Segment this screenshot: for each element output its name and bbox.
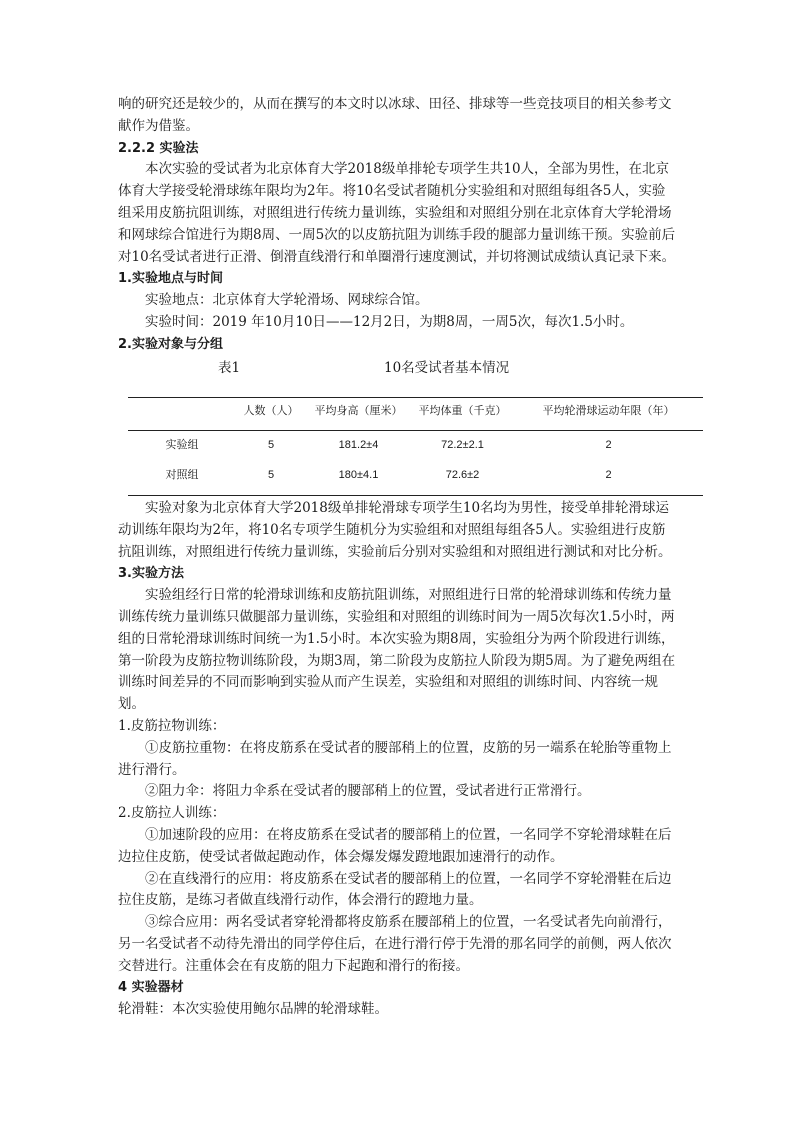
table-caption [118, 358, 678, 380]
list-item: ①皮筋拉重物：在将皮筋系在受试者的腰部稍上的位置，皮筋的另一端系在轮胎等重物上进行滑行。 [118, 739, 672, 778]
list-heading-pull-object: 1.皮筋拉物训练： [118, 717, 226, 734]
table-cell: 181.2±4 [338, 439, 379, 452]
paragraph-equipment: 轮滑鞋：本次实验使用鲍尔品牌的轮滑球鞋。 [118, 1001, 388, 1018]
heading-location-time: 1.实验地点与时间 [118, 271, 223, 287]
table-header-cell: 人数（人） [236, 397, 306, 431]
table-cell: 72.6±2 [411, 461, 514, 495]
paragraph-intro: 响的研究还是较少的，从而在撰写的本文时以冰球、田径、排球等一些竞技项目的相关参考文献作为借鉴。 [118, 96, 672, 134]
table-header-cell: 平均体重（千克） [411, 397, 514, 431]
list-item: ②在直线滑行的应用：将皮筋系在受试者的腰部稍上的位置，一名同学不穿轮滑鞋在后边拉住皮筋，是练习者做直线滑行动作，体会滑行的蹬地力量。 [118, 870, 672, 909]
heading-equipment: 4 实验器材 [118, 980, 184, 996]
heading-subjects: 2.实验对象与分组 [118, 336, 223, 352]
paragraph-location: 实验地点：北京体育大学轮滑场、网球综合馆。 [145, 292, 429, 309]
paragraph-methods: 实验组经行日常的轮滑球训练和皮筋抗阻训练，对照组进行日常的轮滑球训练和传统力量训练传统力量训练只做腿部力量训练，实验组和对照组的训练时间为一周5次每次1.5小时，两组的日常轮滑球训练时间统一为1.5小时。本次实验为期8周，实验组分为两个阶段进行训练，第一阶段为皮筋拉物训练阶段，为期3周，第二阶段为皮筋拉人阶段为期5周。为了避免两组在训练时间差异的不同而影响到实验从而产生误差，实验组和对照组的训练时间、内容统一规划。 [118, 587, 676, 713]
paragraph-time: 实验时间：2019 年10月10日——12月2日，为期8周，一周5次，每次1.5小时。 [145, 313, 634, 330]
table-cell: 对照组 [128, 461, 236, 495]
table-header-cell: 平均身高（厘米） [306, 397, 411, 431]
table-cell: 180±4.1 [306, 461, 411, 495]
table-cell: 72.2±2.1 [441, 439, 484, 452]
table-header-cell [128, 397, 236, 431]
table-caption-number: 表1 [218, 359, 241, 376]
table-header-row [128, 397, 703, 431]
list-item: ①加速阶段的应用：在将皮筋系在受试者的腰部稍上的位置，一名同学不穿轮滑球鞋在后边拉住皮筋，使受试者做起跑动作，体会爆发爆发蹬地跟加速滑行的动作。 [118, 826, 672, 865]
table-caption-title: 10名受试者基本情况 [384, 359, 510, 376]
list-heading-pull-person: 2.皮筋拉人训练： [118, 805, 226, 822]
table-row [128, 431, 703, 461]
table-cell: 实验组 [165, 439, 199, 452]
subjects-table [128, 397, 703, 496]
paragraph-experiment: 本次实验的受试者为北京体育大学2018级单排轮专项学生共10人，全部为男性，在北京体育大学接受轮滑球练年限均为2年。将10名受试者随机分实验组和对照组每组各5人，实验组采用皮筋抗阻训练，对照组进行传统力量训练，实验组和对照组分别在北京体育大学轮滑场和网球综合馆进行为期8周、一周5次的以皮筋抗阻为训练手段的腿部力量训练干预。实验前后对10名受试者进行正滑、倒滑直线滑行和单圈滑行速度测试，并切将测试成绩认真记录下来。 [118, 161, 676, 265]
table-cell: 2 [514, 461, 703, 495]
table-cell: 2 [605, 439, 612, 452]
table-row [128, 461, 703, 495]
heading-methods: 3.实验方法 [118, 566, 184, 582]
table-cell: 5 [236, 461, 306, 495]
table-cell: 5 [267, 439, 275, 452]
paragraph-subjects: 实验对象为北京体育大学2018级单排轮滑球专项学生10名均为男性，接受单排轮滑球运动训练年限均为2年，将10名专项学生随机分为实验组和对照组每组各5人。实验组进行皮筋抗阻训练，对照组进行传统力量训练，实验前后分别对实验组和对照组进行测试和对比分析。 [118, 499, 672, 560]
list-item: ③综合应用：两名受试者穿轮滑都将皮筋系在腰部稍上的位置，一名受试者先向前滑行，另一名受试者不动待先滑出的同学停住后，在进行滑行停于先滑的那名同学的前侧，两人依次交替进行。注重体会在有皮筋的阻力下起跑和滑行的衔接。 [118, 914, 672, 974]
table-header-cell: 平均轮滑球运动年限（年） [514, 397, 703, 431]
document-page [118, 94, 678, 1021]
list-item: ②阻力伞：将阻力伞系在受试者的腰部稍上的位置，受试者进行正常滑行。 [145, 783, 591, 800]
heading-2-2-2: 2.2.2 实验法 [118, 140, 199, 156]
